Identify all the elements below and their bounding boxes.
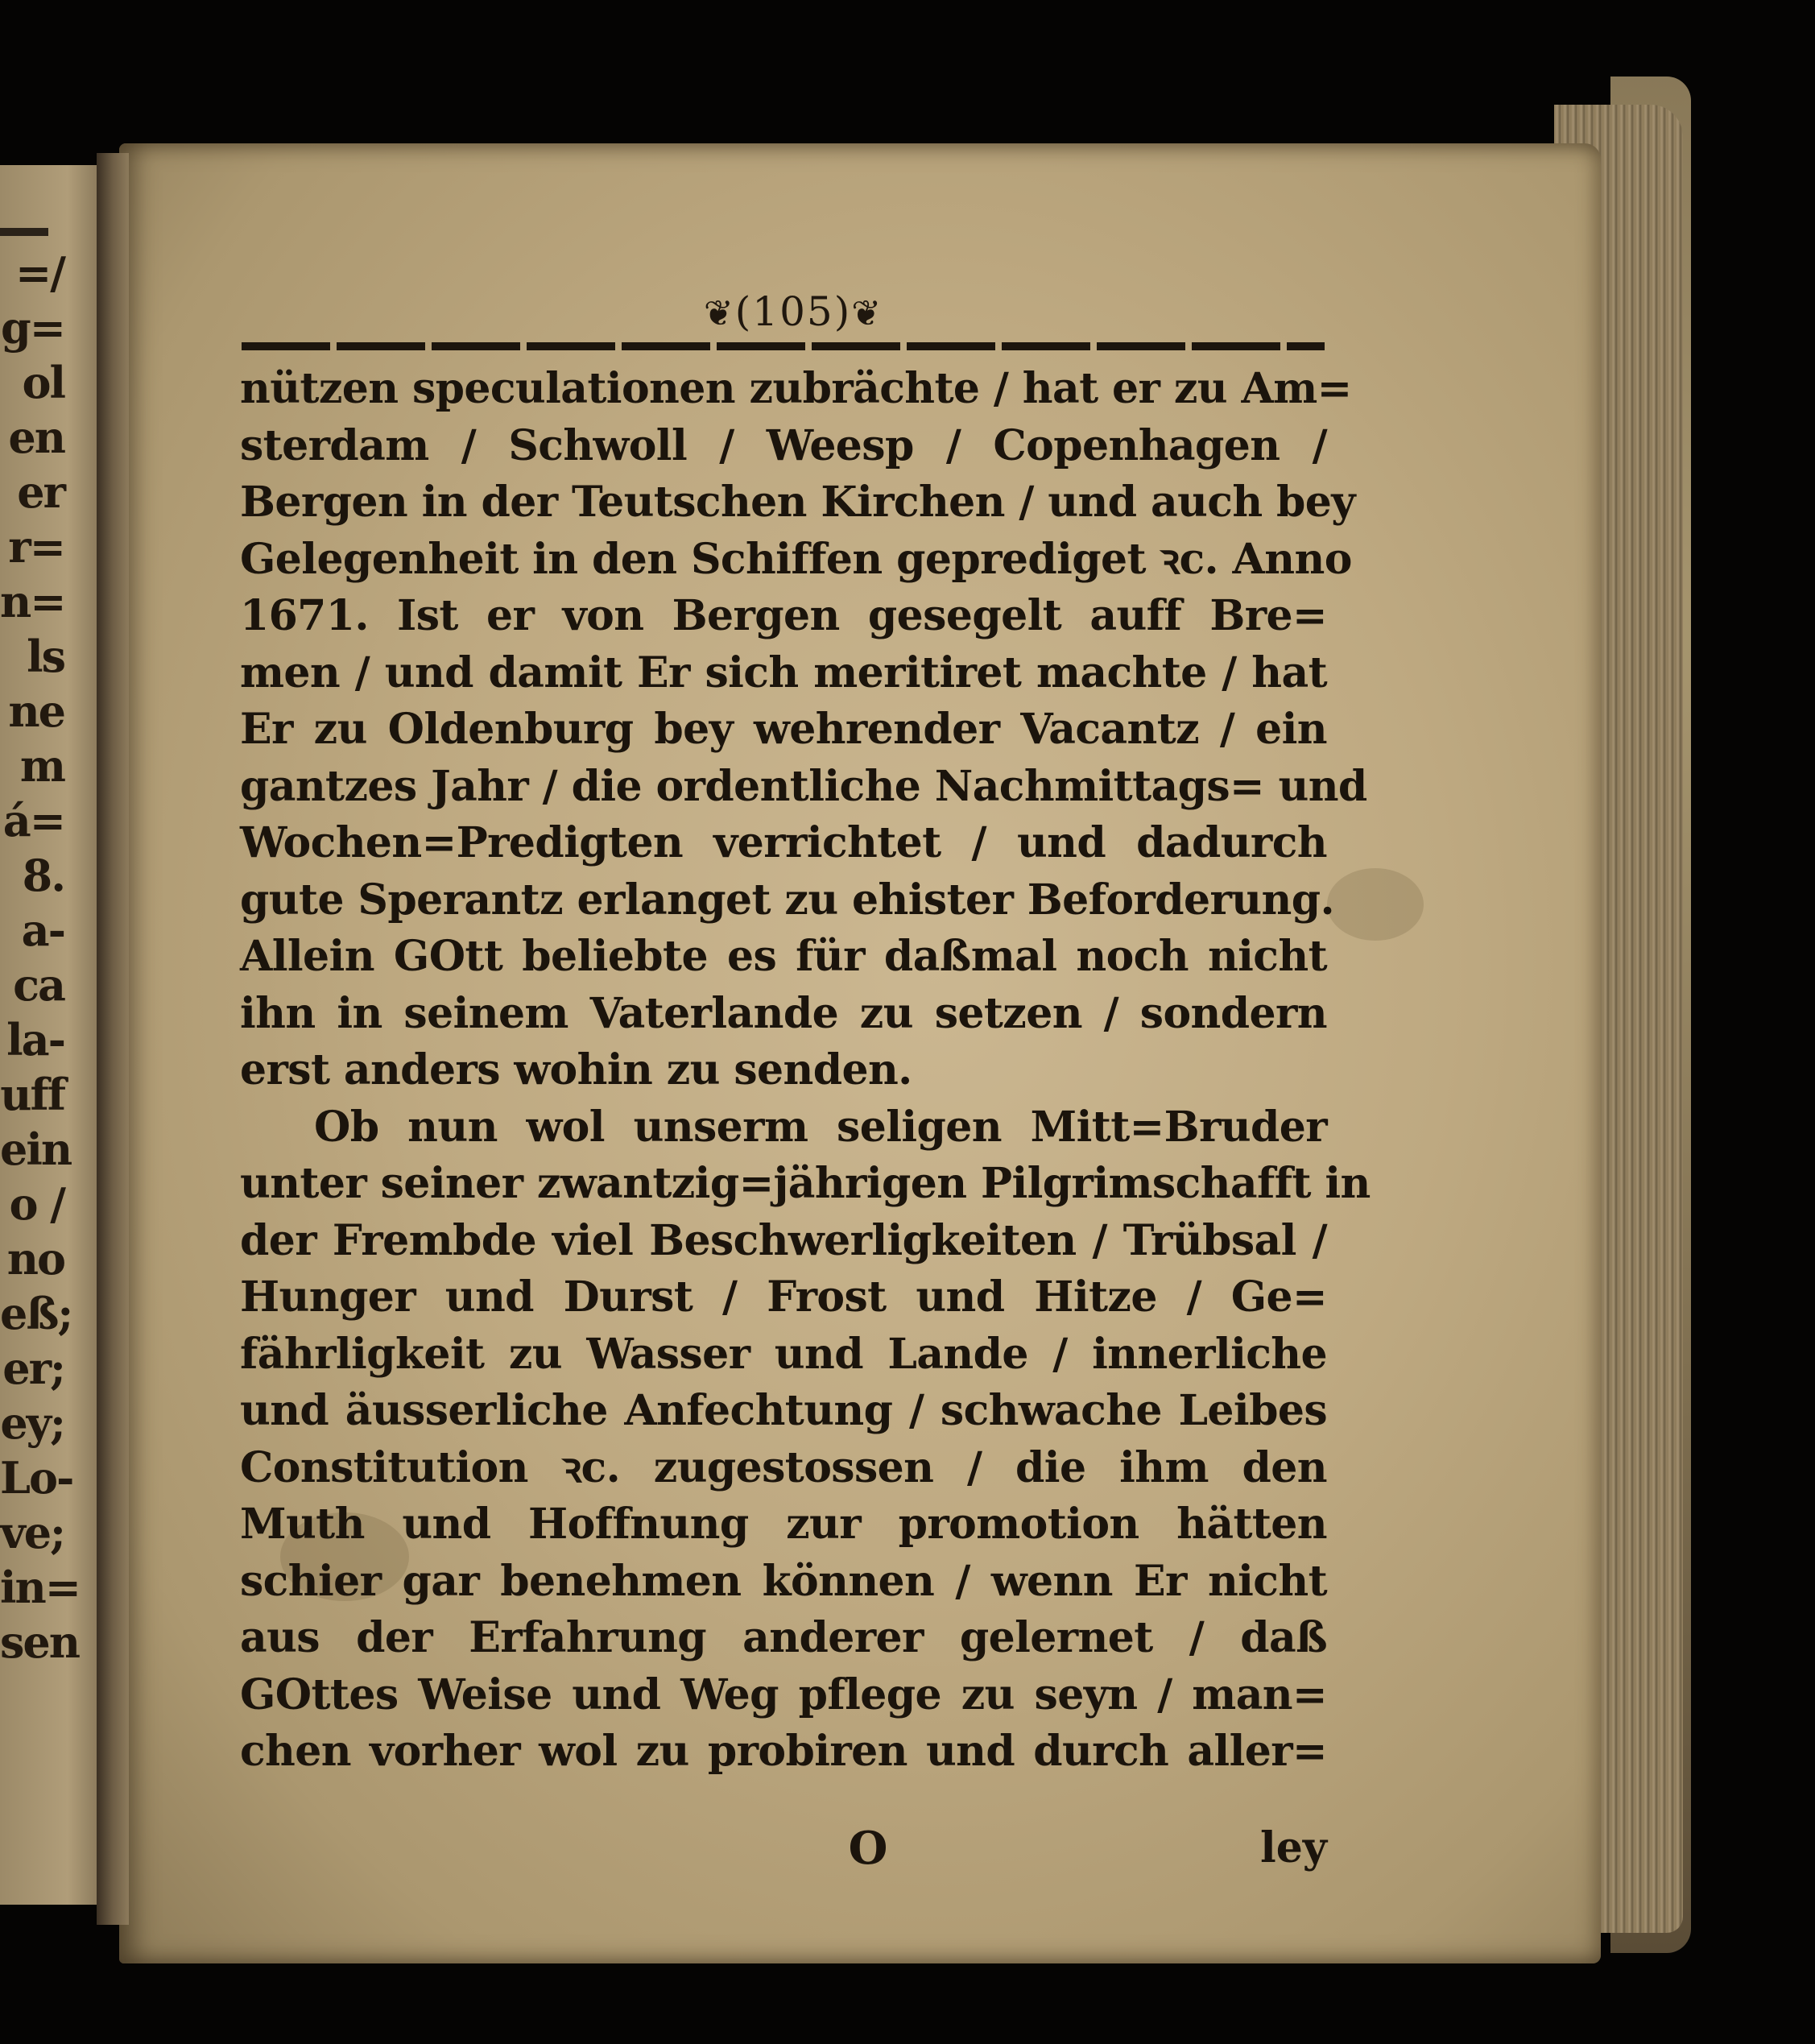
catchword: ley [1259, 1823, 1327, 1872]
left-page-fragment: a- [21, 904, 64, 956]
left-page-fragment: ein [0, 1123, 72, 1175]
ornament-right-icon: ❦ [851, 293, 883, 334]
text-line: aus der Erfahrung anderer gelernet / daß [240, 1613, 1327, 1662]
text-line: Allein GOtt beliebte es für daßmal noch nicht [240, 932, 1327, 981]
text-line: und äusserliche Anfechtung / schwache Leibes [240, 1386, 1327, 1435]
left-page-fragment: r= [8, 521, 64, 573]
text-line: Muth und Hoffnung zur promotion hätten [240, 1500, 1327, 1549]
header-rule [242, 342, 1325, 350]
left-page-fragment: er; [2, 1343, 64, 1394]
text-line: gantzes Jahr / die ordentliche Nachmittags= und [240, 761, 1367, 811]
left-page-fragment: la- [6, 1014, 64, 1065]
text-line: Hunger und Durst / Frost und Hitze / Ge= [240, 1272, 1327, 1322]
body-text [240, 361, 1371, 1781]
text-line: Gelegenheit in den Schiffen geprediget ꝛc. Anno [240, 534, 1352, 584]
book-gutter [97, 153, 129, 1925]
left-page-fragment: ne [8, 685, 64, 737]
left-page-fragment: o / [9, 1178, 64, 1230]
text-line: der Frembde viel Beschwerligkeiten / Trübsal / [240, 1215, 1327, 1265]
text-line: Er zu Oldenburg bey wehrender Vacantz / ein [240, 705, 1327, 754]
left-page-fragment: 8. [22, 850, 64, 901]
text-line: nützen speculationen zubrächte / hat er zu Am= [240, 364, 1352, 413]
paper-stain [1327, 868, 1424, 941]
text-line: Wochen=Predigten verrichtet / und dadurch [240, 818, 1327, 867]
left-page-fragment: ve; [0, 1507, 64, 1558]
left-page-fragment: m [19, 740, 64, 792]
left-page-text-fragments [0, 246, 81, 1670]
text-line: ihn in seinem Vaterlande zu setzen / sondern [240, 988, 1327, 1038]
left-page-fragment: á= [2, 795, 64, 846]
text-line: unter seiner zwantzig=jährigen Pilgrimschafft in [240, 1159, 1371, 1208]
page-footer [240, 1820, 1327, 1876]
left-page-fragment: ol [22, 357, 64, 408]
left-page-fragment: ca [13, 959, 64, 1011]
text-line: sterdam / Schwoll / Weesp / Copenhagen / [240, 420, 1327, 470]
page-number: (105) [734, 288, 852, 335]
text-line: schier gar benehmen können / wenn Er nicht [240, 1556, 1327, 1606]
ornament-left-icon: ❦ [703, 293, 735, 334]
text-line: men / und damit Er sich meritiret machte / hat [240, 648, 1327, 697]
text-line: GOttes Weise und Weg pflege zu seyn / man= [240, 1670, 1327, 1719]
left-facing-page [0, 165, 113, 1905]
left-page-fragment: ls [27, 631, 64, 682]
left-page-fragment: uff [0, 1069, 64, 1120]
left-page-rule [0, 228, 48, 236]
text-line: Bergen in der Teutschen Kirchen / und auch bey [240, 478, 1355, 527]
left-page-fragment: =/ [15, 247, 64, 299]
text-line: fährligkeit zu Wasser und Lande / innerliche [240, 1329, 1327, 1379]
page-number-header [660, 283, 926, 340]
signature-mark: O [848, 1822, 888, 1875]
text-line: chen vorher wol zu probiren und durch aller= [240, 1727, 1327, 1776]
left-page-fragment: in= [0, 1562, 81, 1613]
text-line: Constitution ꝛc. zugestossen / die ihm den [240, 1442, 1327, 1492]
left-page-fragment: en [8, 412, 64, 463]
text-line: 1671. Ist er von Bergen gesegelt auff Bre= [240, 591, 1327, 640]
left-page-fragment: sen [0, 1616, 80, 1668]
left-page-fragment: n= [0, 576, 65, 627]
left-page-fragment: ey; [0, 1397, 64, 1449]
text-line: erst anders wohin zu senden. [240, 1045, 912, 1094]
text-line: Ob nun wol unserm seligen Mitt=Bruder [314, 1102, 1327, 1152]
left-page-fragment: g= [0, 302, 64, 354]
left-page-fragment: eß; [0, 1288, 72, 1339]
text-line: gute Sperantz erlanget zu ehister Beforderung. [240, 875, 1334, 925]
left-page-fragment: er [17, 466, 64, 518]
left-page-fragment: no [6, 1233, 64, 1285]
left-page-fragment: Lo- [0, 1452, 73, 1504]
